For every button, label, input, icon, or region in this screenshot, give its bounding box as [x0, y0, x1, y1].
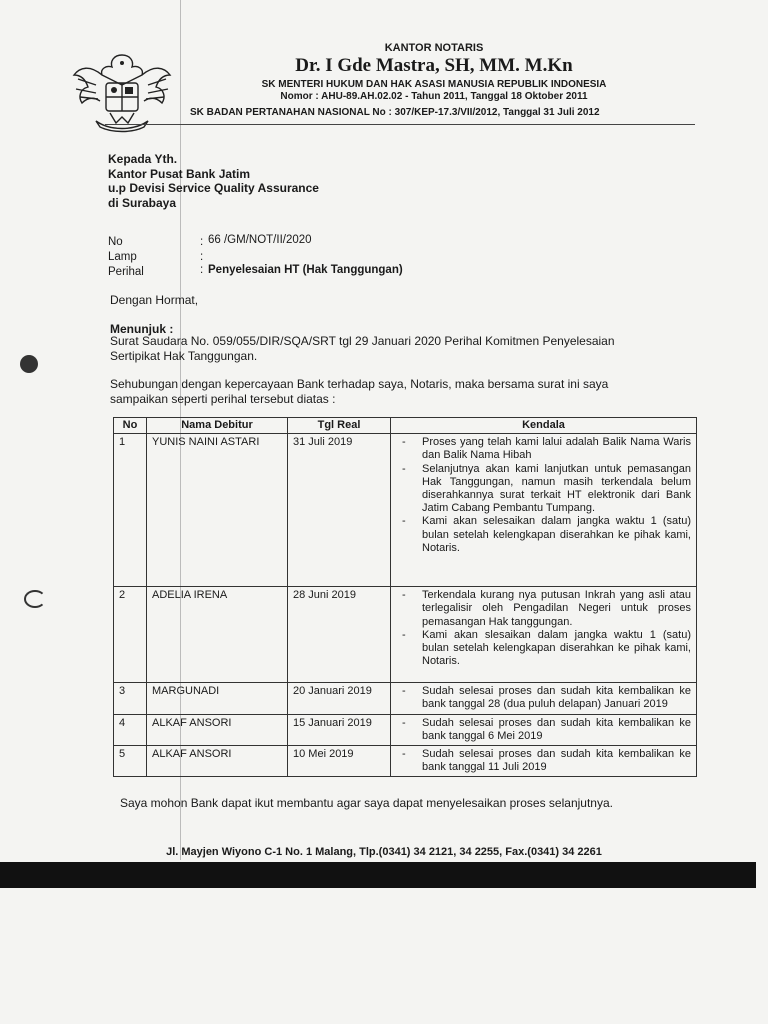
footer-address: Jl. Mayjen Wiyono C-1 No. 1 Malang, Tlp.(0341) 34 2121, 34 2255, Fax.(0341) 34 2261: [166, 846, 602, 858]
sk-kemenkumham: SK MENTERI HUKUM DAN HAK ASASI MANUSIA REPUBLIK INDONESIA: [261, 79, 607, 90]
row-name: ADELIA IRENA: [147, 587, 288, 683]
row-date: 20 Januari 2019: [288, 683, 391, 714]
kendala-item: - Kami akan slesaikan dalam jangka waktu 1 (satu) bulan setelah kelengkapan diserahkan ke pihak kami, Notaris.: [396, 629, 691, 669]
col-header-kendala: Kendala: [391, 418, 697, 434]
lamp-label: Lamp: [108, 251, 137, 263]
kendala-item: - Terkendala kurang nya putusan Inkrah yang asli atau terlegalisir oleh Pengadilan Negeri untuk proses pemasangan Hak tanggungan.: [396, 589, 691, 629]
row-no: 4: [114, 714, 147, 745]
recipient-line: Kepada Yth.: [108, 152, 178, 166]
kendala-item: - Sudah selesai proses dan sudah kita kembalikan ke bank tanggal 6 Mei 2019: [396, 717, 691, 743]
kendala-item: - Proses yang telah kami lalui adalah Balik Nama Waris dan Balik Nama Hibah: [396, 436, 691, 462]
table-row: [114, 587, 697, 683]
table-row: [114, 746, 697, 777]
row-kendala: [391, 434, 697, 587]
footer-bar: [0, 862, 756, 888]
colon: :: [200, 264, 204, 276]
row-date: 10 Mei 2019: [288, 746, 391, 777]
punch-hole: [20, 355, 38, 373]
row-date: 31 Juli 2019: [288, 434, 391, 587]
col-header-name: Nama Debitur: [147, 418, 288, 434]
row-no: 3: [114, 683, 147, 714]
row-no: 2: [114, 587, 147, 683]
row-kendala: [391, 587, 697, 683]
office-label: KANTOR NOTARIS: [384, 42, 484, 54]
kendala-item: - Sudah selesai proses dan sudah kita kembalikan ke bank tanggal 11 Juli 2019: [396, 748, 691, 774]
closing-paragraph: Saya mohon Bank dapat ikut membantu agar saya dapat menyelesaikan proses selanjutnya.: [120, 796, 613, 810]
no-value: 66 /GM/NOT/II/2020: [208, 234, 312, 246]
row-name: ALKAF ANSORI: [147, 746, 288, 777]
table-row: [114, 683, 697, 714]
row-no: 1: [114, 434, 147, 587]
kendala-item: - Kami akan selesaikan dalam jangka waktu 1 (satu) bulan setelah kelengkapan diserahkan ke pihak kami, Notaris.: [396, 515, 691, 555]
row-name: MARGUNADI: [147, 683, 288, 714]
perihal-label: Perihal: [108, 266, 144, 278]
colon: :: [200, 251, 204, 263]
row-name: ALKAF ANSORI: [147, 714, 288, 745]
sk-bpn: SK BADAN PERTANAHAN NASIONAL No : 307/KEP-17.3/VII/2012, Tanggal 31 Juli 2012: [190, 107, 600, 118]
table-header-row: [114, 418, 697, 434]
menunjuk-text: Surat Saudara No. 059/055/DIR/SQA/SRT tgl 29 Januari 2020 Perihal Komitmen Penyelesaian Sertipikat Hak Tanggungan.: [110, 334, 615, 363]
colon: :: [200, 236, 204, 248]
punch-hole: [24, 590, 46, 608]
recipient-block: [108, 152, 319, 210]
row-kendala: [391, 683, 697, 714]
recipient-line: di Surabaya: [108, 195, 177, 210]
row-kendala: [391, 714, 697, 745]
menunjuk-label: Menunjuk :: [110, 322, 174, 336]
recipient-line: Kantor Pusat Bank Jatim: [108, 166, 251, 181]
recipient-line: u.p Devisi Service Quality Assurance: [108, 181, 319, 195]
notary-name: Dr. I Gde Mastra, SH, MM. M.Kn: [295, 55, 573, 76]
greeting: Dengan Hormat,: [110, 293, 199, 307]
kendala-item: - Sudah selesai proses dan sudah kita kembalikan ke bank tanggal 28 (dua puluh delapan) Januari 2019: [396, 685, 691, 711]
header-divider: [105, 124, 695, 125]
col-header-date: Tgl Real: [288, 418, 391, 434]
kendala-table: [113, 417, 697, 777]
table-row: [114, 714, 697, 745]
row-name: YUNIS NAINI ASTARI: [147, 434, 288, 587]
intro-paragraph: Sehubungan dengan kepercayaan Bank terhadap saya, Notaris, maka bersama surat ini saya sampaikan seperti perihal tersebut diatas :: [110, 377, 609, 406]
col-header-no: No: [114, 418, 147, 434]
no-label: No: [108, 236, 123, 248]
row-kendala: [391, 746, 697, 777]
sk-kemenkumham-number: Nomor : AHU-89.AH.02.02 - Tahun 2011, Tanggal 18 Oktober 2011: [280, 91, 588, 102]
row-date: 28 Juni 2019: [288, 587, 391, 683]
table-row: [114, 434, 697, 587]
kendala-item: - Selanjutnya akan kami lanjutkan untuk pemasangan Hak Tanggungan, namun masih terkendala belum diserahkannya surat terkait HT elektronik dari Bank Jatim Cabang Pembantu Tumpang.: [396, 463, 691, 516]
row-no: 5: [114, 746, 147, 777]
perihal-value: Penyelesaian HT (Hak Tanggungan): [208, 264, 403, 276]
row-date: 15 Januari 2019: [288, 714, 391, 745]
